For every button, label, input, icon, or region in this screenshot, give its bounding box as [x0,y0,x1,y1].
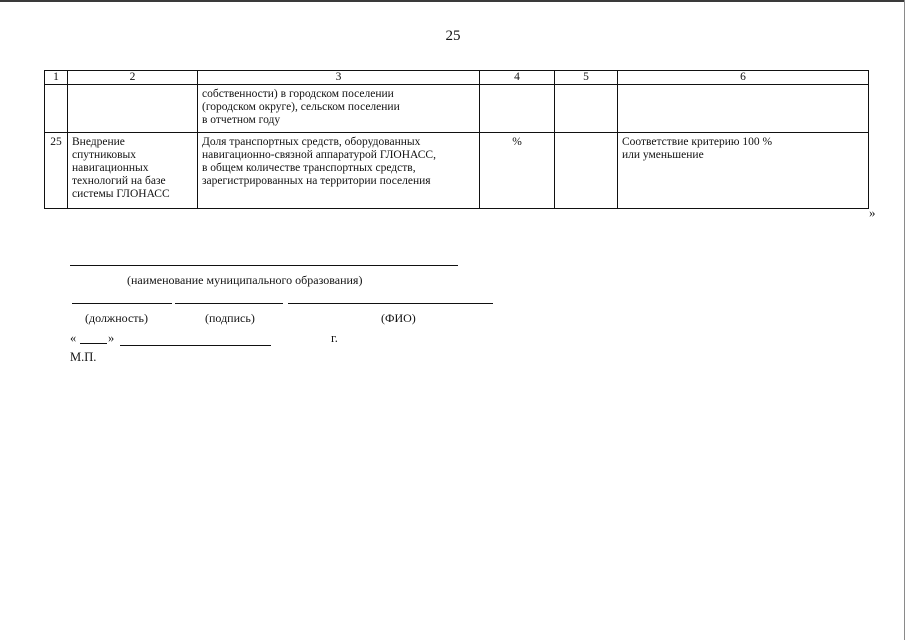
date-close-quote: » [108,331,115,345]
name-line [288,303,493,304]
table-row [45,133,869,209]
indicator-table [44,70,869,209]
cell-text: 25 [50,136,62,148]
table-cell-col5 [555,133,618,209]
column-header-3: 3 [198,71,480,85]
table-cell-number [45,133,68,209]
column-header-5: 5 [555,71,618,85]
column-header-2: 2 [68,71,198,85]
table-cell-indicator [68,133,198,209]
cell-text [480,85,554,88]
year-suffix: г. [331,331,338,345]
cell-text [68,85,197,88]
closing-quote: » [869,205,876,220]
table-row [45,85,869,133]
table-cell-unit [480,133,555,209]
date-open-quote: « [70,331,77,345]
table-cell-criterion [618,133,869,209]
table-cell-number [45,85,68,133]
table-cell-unit [480,85,555,133]
cell-text: Доля транспортных средств, оборудованных навигационно-связной аппаратурой ГЛОНАСС, в общем количестве транспортных средств, зарегистрированных на территории поселения [202,136,436,187]
column-header-4: 4 [480,71,555,85]
date-month-year-line [120,345,271,346]
cell-text: собственности) в городском поселении (городском округе), сельском поселении в отчетном году [202,88,400,126]
signature-line [175,303,283,304]
name-caption: (ФИО) [381,311,416,325]
cell-text: % [512,136,522,148]
table-cell-description [198,133,480,209]
table-header-row [45,71,869,85]
position-caption: (должность) [85,311,148,325]
cell-text [555,133,617,136]
column-header-6: 6 [618,71,869,85]
position-line [72,303,172,304]
table-cell-description [198,85,480,133]
cell-text [618,85,868,88]
date-day-line [80,343,107,344]
signature-caption: (подпись) [205,311,255,325]
cell-text: Соответствие критерию 100 % или уменьшение [622,136,773,161]
cell-text: Внедрение спутниковых навигационных технологий на базе системы ГЛОНАСС [72,136,170,200]
municipality-line [70,265,458,266]
page-number: 25 [445,28,461,44]
table-cell-indicator [68,85,198,133]
cell-text [45,85,67,88]
column-header-1: 1 [45,71,68,85]
table-cell-criterion [618,85,869,133]
municipality-caption: (наименование муниципального образования) [127,273,363,287]
cell-text [555,85,617,88]
seal-mark: М.П. [70,350,97,364]
scan-edge-top [0,0,905,2]
table-cell-col5 [555,85,618,133]
